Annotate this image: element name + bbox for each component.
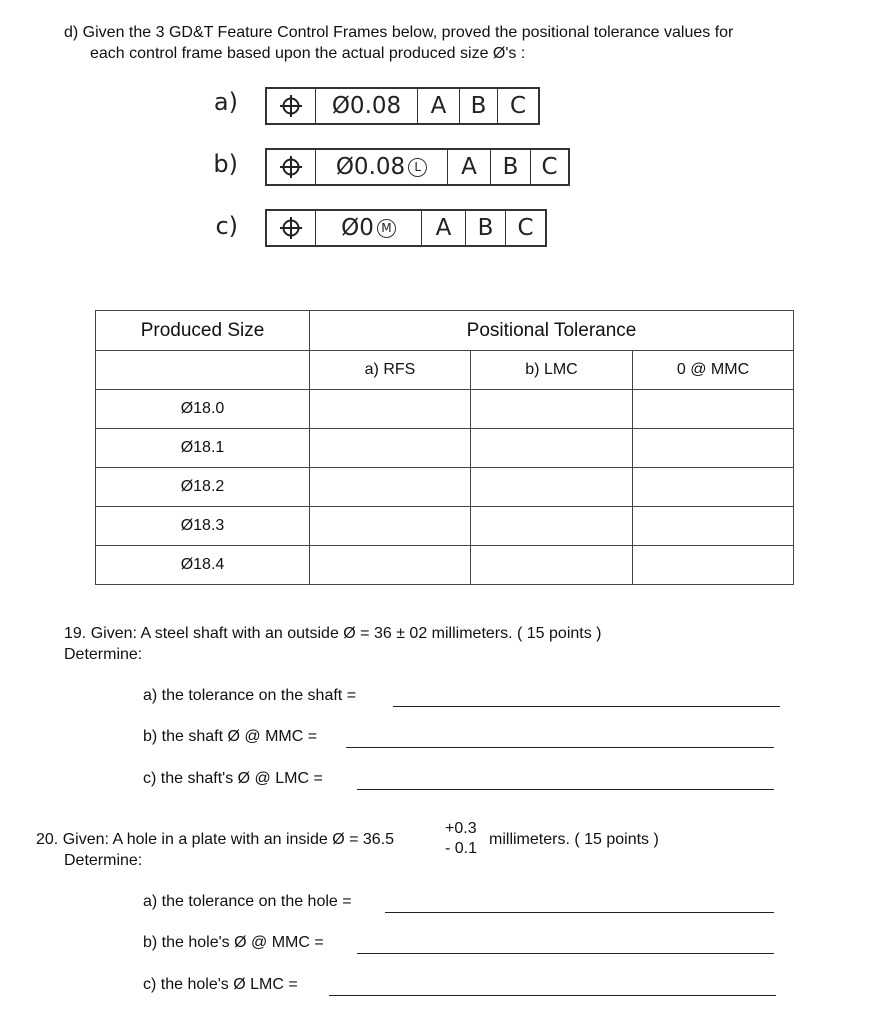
lmc-modifier-icon: L	[408, 158, 427, 177]
answer-cell[interactable]	[471, 468, 633, 507]
produced-size-cell: Ø18.3	[96, 507, 310, 546]
table-row	[96, 546, 794, 585]
answer-cell[interactable]	[633, 390, 794, 429]
answer-cell[interactable]	[310, 468, 471, 507]
answer-cell[interactable]	[633, 507, 794, 546]
question-d-line1: d) Given the 3 GD&T Feature Control Frames below, proved the positional tolerance values for	[64, 24, 734, 41]
mmc-modifier-icon: M	[377, 219, 396, 238]
table-row	[96, 468, 794, 507]
feature-control-frame-a	[265, 87, 540, 125]
table-cell	[96, 351, 310, 390]
question-d-line2: each control frame based upon the actual produced size Ø's :	[90, 45, 526, 62]
positional-tolerance-table	[95, 310, 794, 585]
q20-given: 20. Given: A hole in a plate with an inside Ø = 36.5	[36, 831, 395, 848]
datum-a: A	[417, 89, 459, 123]
q20-given-end: millimeters. ( 15 points )	[489, 831, 659, 848]
tolerance-cell	[315, 150, 447, 184]
subheader-rfs: a) RFS	[310, 351, 471, 390]
q20-plus-tolerance: +0.3	[445, 820, 477, 837]
tolerance-cell	[315, 211, 421, 245]
q19-c-answer-line[interactable]	[357, 789, 774, 790]
datum-b: B	[490, 150, 530, 184]
q19-a-label: a) the tolerance on the shaft =	[143, 687, 357, 704]
q19-b-answer-line[interactable]	[346, 747, 774, 748]
q20-a-answer-line[interactable]	[385, 912, 774, 913]
q19-a-answer-line[interactable]	[393, 706, 780, 707]
datum-b: B	[459, 89, 497, 123]
tolerance-value: Ø0.08	[315, 89, 417, 123]
answer-cell[interactable]	[633, 429, 794, 468]
answer-cell[interactable]	[310, 546, 471, 585]
q19-given: 19. Given: A steel shaft with an outside Ø = 36 ± 02 millimeters. ( 15 points )	[64, 625, 602, 642]
answer-cell[interactable]	[310, 507, 471, 546]
position-icon	[267, 89, 315, 123]
produced-size-cell: Ø18.2	[96, 468, 310, 507]
q20-a-label: a) the tolerance on the hole =	[143, 893, 352, 910]
table-row	[96, 390, 794, 429]
answer-cell[interactable]	[310, 429, 471, 468]
frame-c-label: c)	[215, 212, 238, 240]
question-d-intro	[64, 22, 854, 64]
produced-size-cell: Ø18.4	[96, 546, 310, 585]
header-positional-tolerance: Positional Tolerance	[310, 311, 794, 351]
header-produced-size: Produced Size	[96, 311, 310, 351]
q20-b-answer-line[interactable]	[357, 953, 774, 954]
answer-cell[interactable]	[633, 468, 794, 507]
q20-b-label: b) the hole's Ø @ MMC =	[143, 934, 324, 951]
q20-c-label: c) the hole's Ø LMC =	[143, 976, 298, 993]
table-row	[96, 429, 794, 468]
q19-determine: Determine:	[64, 646, 143, 663]
datum-a: A	[421, 211, 465, 245]
answer-cell[interactable]	[471, 546, 633, 585]
datum-a: A	[447, 150, 490, 184]
table-row	[96, 507, 794, 546]
frame-b-label: b)	[213, 150, 238, 178]
q19-c-label: c) the shaft's Ø @ LMC =	[143, 770, 323, 787]
q20-c-answer-line[interactable]	[329, 995, 776, 996]
q19-b-label: b) the shaft Ø @ MMC =	[143, 728, 318, 745]
feature-control-frame-b	[265, 148, 570, 186]
datum-c: C	[530, 150, 568, 184]
feature-control-frame-c	[265, 209, 547, 247]
produced-size-cell: Ø18.0	[96, 390, 310, 429]
datum-b: B	[465, 211, 505, 245]
position-icon	[267, 211, 315, 245]
subheader-lmc: b) LMC	[471, 351, 633, 390]
subheader-mmc: 0 @ MMC	[633, 351, 794, 390]
q20-determine: Determine:	[64, 852, 143, 869]
answer-cell[interactable]	[310, 390, 471, 429]
datum-c: C	[497, 89, 538, 123]
answer-cell[interactable]	[633, 546, 794, 585]
position-icon	[267, 150, 315, 184]
tolerance-value: Ø0	[341, 215, 374, 241]
answer-cell[interactable]	[471, 507, 633, 546]
frame-a-label: a)	[213, 88, 238, 116]
produced-size-cell: Ø18.1	[96, 429, 310, 468]
answer-cell[interactable]	[471, 429, 633, 468]
q20-minus-tolerance: - 0.1	[445, 840, 478, 857]
datum-c: C	[505, 211, 545, 245]
tolerance-value: Ø0.08	[335, 154, 406, 180]
answer-cell[interactable]	[471, 390, 633, 429]
